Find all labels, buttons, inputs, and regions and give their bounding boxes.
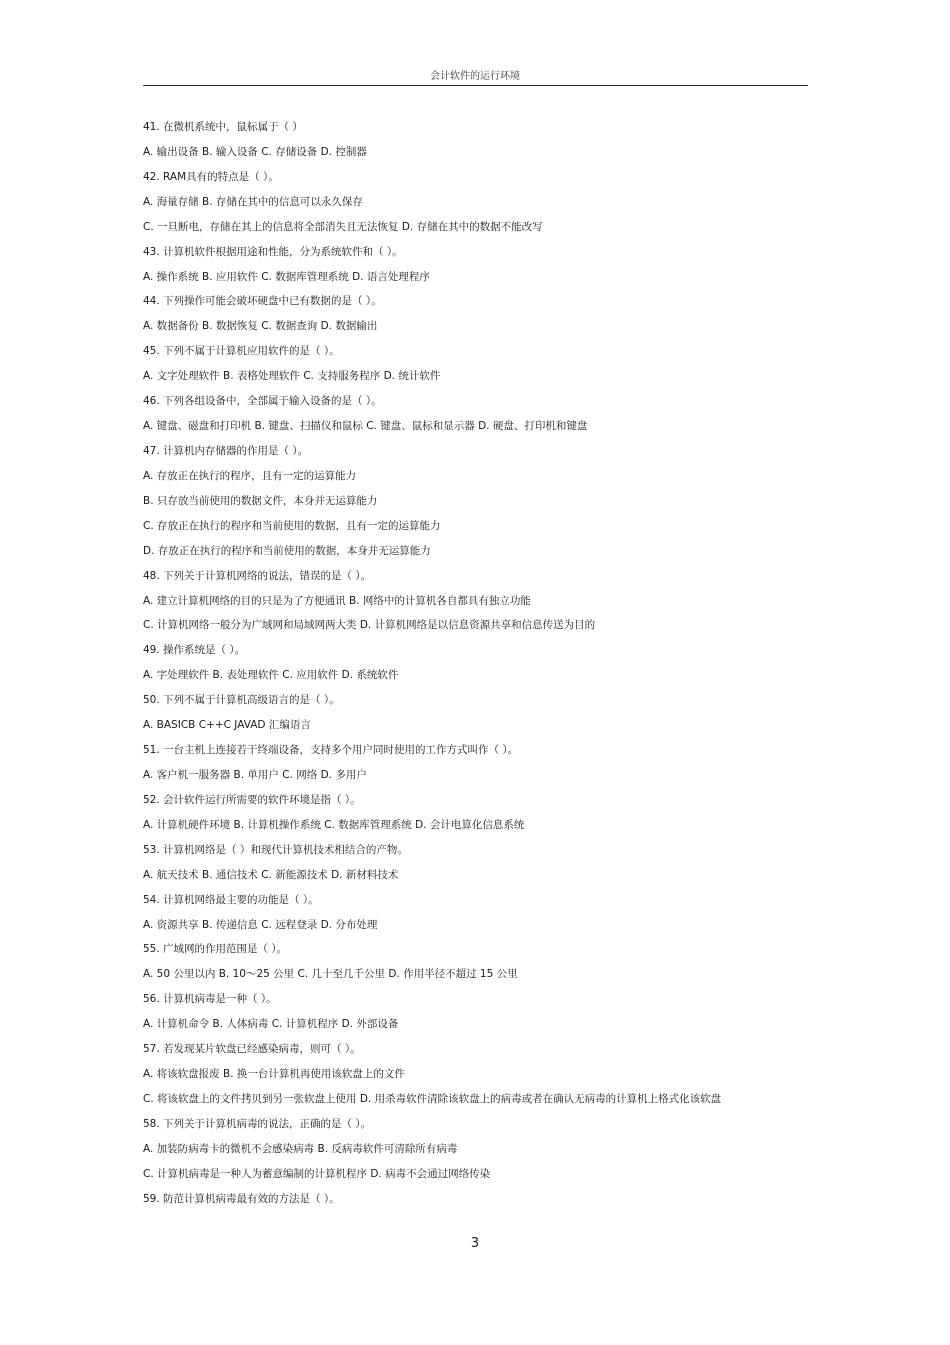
text-line: 53. 计算机网络是（ ）和现代计算机技术相结合的产物。: [143, 843, 408, 856]
text-line: A. 航天技术 B. 通信技术 C. 新能源技术 D. 新材料技术: [143, 868, 399, 881]
text-line: C. 计算机病毒是一种人为蓄意编制的计算机程序 D. 病毒不会通过网络传染: [143, 1167, 491, 1180]
text-line: A. 计算机命令 B. 人体病毒 C. 计算机程序 D. 外部设备: [143, 1018, 399, 1031]
text-line: A. 海量存储 B. 存储在其中的信息可以永久保存: [143, 195, 363, 208]
text-line: C. 一旦断电，存储在其上的信息将全部消失且无法恢复 D. 存储在其中的数据不能改写: [143, 220, 543, 233]
text-line: 56. 计算机病毒是一种（ ）。: [143, 993, 277, 1006]
text-line: A. 建立计算机网络的目的只是为了方便通讯 B. 网络中的计算机各自都具有独立功能: [143, 594, 531, 607]
text-line: 59. 防范计算机病毒最有效的方法是（ ）。: [143, 1192, 340, 1205]
text-line: A. 计算机硬件环境 B. 计算机操作系统 C. 数据库管理系统 D. 会计电算化信息系统: [143, 818, 525, 831]
text-line: A. 客户机一服务器 B. 单用户 C. 网络 D. 多用户: [143, 768, 367, 781]
text-line: 41. 在微机系统中，鼠标属于（ ）: [143, 121, 303, 133]
header-divider: [143, 85, 808, 86]
text-line: 42. RAM具有的特点是（ ）。: [143, 170, 279, 183]
page-header-title: 会计软件的运行环境: [430, 71, 520, 82]
text-line: 46. 下列各组设备中，全部属于输入设备的是（ ）。: [143, 395, 382, 408]
text-line: 49. 操作系统是（ ）。: [143, 644, 246, 657]
text-line: A. 键盘、磁盘和打印机 B. 键盘、扫描仪和鼠标 C. 键盘、鼠标和显示器 D. 硬盘、打印机和键盘: [143, 420, 588, 433]
text-line: D. 存放正在执行的程序和当前使用的数据，本身并无运算能力: [143, 544, 431, 557]
text-line: A. 存放正在执行的程序，且有一定的运算能力: [143, 469, 357, 482]
question-list: [143, 118, 808, 1215]
text-line: 44. 下列操作可能会破坏硬盘中已有数据的是（ ）。: [143, 295, 382, 308]
text-line: A. BASICB C++C JAVAD 汇编语言: [143, 719, 311, 732]
page-number: 3: [470, 1236, 480, 1251]
text-line: A. 数据备份 B. 数据恢复 C. 数据查询 D. 数据输出: [143, 320, 378, 333]
text-line: 57. 若发现某片软盘已经感染病毒，则可（ ）。: [143, 1043, 361, 1056]
text-line: 43. 计算机软件根据用途和性能，分为系统软件和（ ）。: [143, 245, 403, 258]
text-line: A. 操作系统 B. 应用软件 C. 数据库管理系统 D. 语言处理程序: [143, 270, 430, 283]
text-line: A. 50 公里以内 B. 10～25 公里 C. 几十至几千公里 D. 作用半径不超过 15 公里: [143, 968, 518, 981]
text-line: 50. 下列不属于计算机高级语言的是（ ）。: [143, 694, 340, 707]
text-line: 54. 计算机网络最主要的功能是（ ）。: [143, 893, 319, 906]
text-line: A. 字处理软件 B. 表处理软件 C. 应用软件 D. 系统软件: [143, 669, 399, 682]
text-line: A. 将该软盘报废 B. 换一台计算机再使用该软盘上的文件: [143, 1068, 405, 1081]
text-line: 55. 广域网的作用范围是（ ）。: [143, 943, 288, 956]
text-line: A. 输出设备 B. 输入设备 C. 存储设备 D. 控制器: [143, 145, 367, 158]
text-line: 52. 会计软件运行所需要的软件环境是指（ ）。: [143, 793, 361, 806]
text-line: A. 文字处理软件 B. 表格处理软件 C. 支持服务程序 D. 统计软件: [143, 370, 441, 383]
text-line: 48. 下列关于计算机网络的说法，错误的是（ ）。: [143, 569, 372, 582]
text-line: 45. 下列不属于计算机应用软件的是（ ）。: [143, 345, 340, 358]
text-line: C. 存放正在执行的程序和当前使用的数据，且有一定的运算能力: [143, 519, 441, 532]
text-line: C. 计算机网络一般分为广域网和局域网两大类 D. 计算机网络是以信息资源共享和信息传送为目的: [143, 619, 596, 632]
text-line: B. 只存放当前使用的数据文件，本身并无运算能力: [143, 494, 378, 507]
text-line: 47. 计算机内存储器的作用是（ ）。: [143, 444, 309, 457]
text-line: 58. 下列关于计算机病毒的说法，正确的是（ ）。: [143, 1117, 372, 1130]
text-line: A. 加装防病毒卡的微机不会感染病毒 B. 反病毒软件可清除所有病毒: [143, 1142, 458, 1155]
text-line: 51. 一台主机上连接若干终端设备，支持多个用户同时使用的工作方式叫作（ ）。: [143, 744, 519, 757]
text-line: A. 资源共享 B. 传递信息 C. 远程登录 D. 分布处理: [143, 918, 378, 931]
text-line: C. 将该软盘上的文件拷贝到另一张软盘上使用 D. 用杀毒软件清除该软盘上的病毒或者在确认无病毒的计算机上格式化该软盘: [143, 1092, 722, 1105]
